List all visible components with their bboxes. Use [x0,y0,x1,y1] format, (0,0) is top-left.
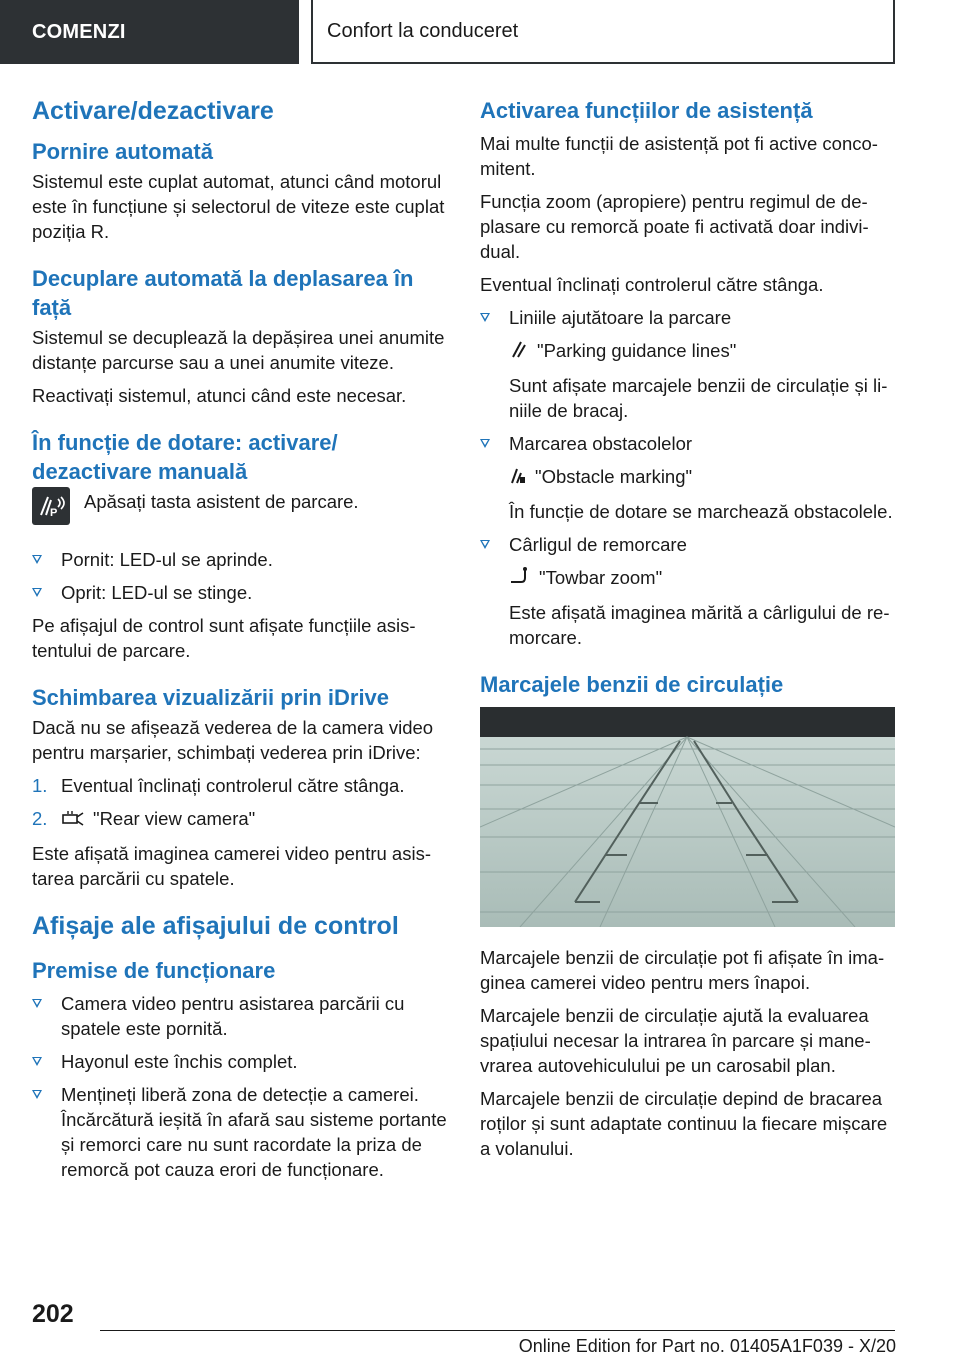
bullet-towbar: Cârligul de remorcare [480,532,898,557]
menu-towbar: "Towbar zoom" [480,565,898,592]
desc-obstacle-marking: În funcție de dotare se marchează obstacolele. [509,501,893,523]
bullet-led-on: Pornit: LED-ul se aprinde. [32,547,452,572]
heading-decuplare: Decuplare automată la deplasarea în față [32,266,414,320]
parking-lines-icon [509,339,529,365]
heading-activare: Activare/dezactivare [32,97,274,125]
obstacle-marking-icon [509,465,527,491]
paragraph-marcaje-1: Marcajele benzii de circulație pot fi afișate în imaginea camerei video pentru mers înapoi. [480,947,885,994]
menu-parking-lines: "Parking guidance lines" [480,338,898,365]
page-number: 202 [32,1300,74,1328]
desc-parking-lines: Sunt afișate marcajele benzii de circulație și liniile de bracaj. [509,375,888,422]
paragraph-marcaje-3: Marcajele benzii de circulație depind de bracarea roților și sunt adaptate continuu la fiecare mișcare a volanului. [480,1088,888,1160]
paragraph-afisaj: Pe afișajul de control sunt afișate funcțiile asistentului de parcare. [32,615,416,661]
paragraph-decuplare-1: Sistemul se decuplează la depășirea unei anumite distanțe parcurse sau a unei anumite viteze. [32,327,445,373]
bullet-premise-1: Camera video pentru asistarea parcării cu spatele este pornită. [32,991,452,1041]
heading-premise: Premise de funcționare [32,957,276,983]
paragraph-imagine: Este afișată imaginea camerei video pentru asistarea parcării cu spatele. [32,842,431,889]
desc-towbar: Este afișată imaginea mărită a cârligului de remorcare. [509,602,890,649]
towbar-icon [509,566,531,592]
camera-view-image [480,707,895,927]
bullet-parking-lines: Liniile ajutătoare la parcare [480,305,898,330]
paragraph-right-2: Funcția zoom (apropiere) pentru regimul de deplasare cu remorcă poate fi activată doar individual. [480,191,869,262]
section-tab: COMENZI [0,0,299,64]
heading-marcaje: Marcajele benzii de circulație [480,672,784,698]
bullet-premise-2: Hayonul este închis complet. [32,1049,452,1074]
paragraph-marcaje-2: Marcajele benzii de circulație ajută la evaluarea spațiului necesar la intrarea în parcare și manevrarea autovehiculului pe un carosabil plan. [480,1005,871,1077]
paragraph-right-3: Eventual înclinați controlerul către stânga. [480,274,824,295]
step-2: 2. "Rear view camera" [32,806,452,833]
paragraph-right-1: Mai multe funcții de asistență pot fi active concomitent. [480,133,878,179]
bullet-premise-3: Mențineți liberă zona de detecție a camerei. Încărcătură ieșită în afară sau sisteme portante și remorci care nu sunt racordate la priza de remorcă pot cauza erori de funcționare. [32,1082,452,1182]
footer-divider [100,1330,895,1331]
park-assist-text: Apăsați tasta asistent de parcare. [84,491,359,512]
bullet-led-off: Oprit: LED-ul se stinge. [32,580,452,605]
menu-obstacle-marking: "Obstacle marking" [480,464,898,491]
paragraph-pornire: Sistemul este cuplat automat, atunci când motorul este în funcțiune și selectorul de viteze este cuplat poziția R. [32,171,445,242]
heading-schimbare: Schimbarea vizualizării prin iDrive [32,685,390,710]
rear-view-camera-icon [61,808,85,833]
paragraph-decuplare-2: Reactivați sistemul, atunci când este necesar. [32,385,407,406]
bullet-obstacle-marking: Marcarea obstacolelor [480,431,898,456]
left-column [32,96,452,1190]
right-column [480,96,898,1169]
chapter-tab: Confort la conduceret [311,0,895,64]
heading-pornire: Pornire automată [32,139,213,164]
park-assist-button-icon [32,487,70,525]
paragraph-schimbare: Dacă nu se afișează vederea de la camera video pentru marșarier, schimbați vederea prin iDrive: [32,717,434,763]
heading-afisaje: Afișaje ale afișajului de control [32,911,399,940]
heading-activarea-functiilor: Activarea funcțiilor de asistență [480,98,813,123]
page-header [0,0,960,66]
edition-text: Online Edition for Part no. 01405A1F039 - X/20 [518,1336,896,1356]
heading-manual: În funcție de dotare: activare/ dezactivare manuală [32,430,338,484]
svg-text:P: P [50,507,58,519]
step-1: 1. Eventual înclinați controlerul către stânga. [32,775,405,796]
park-assist-instruction [32,489,452,533]
